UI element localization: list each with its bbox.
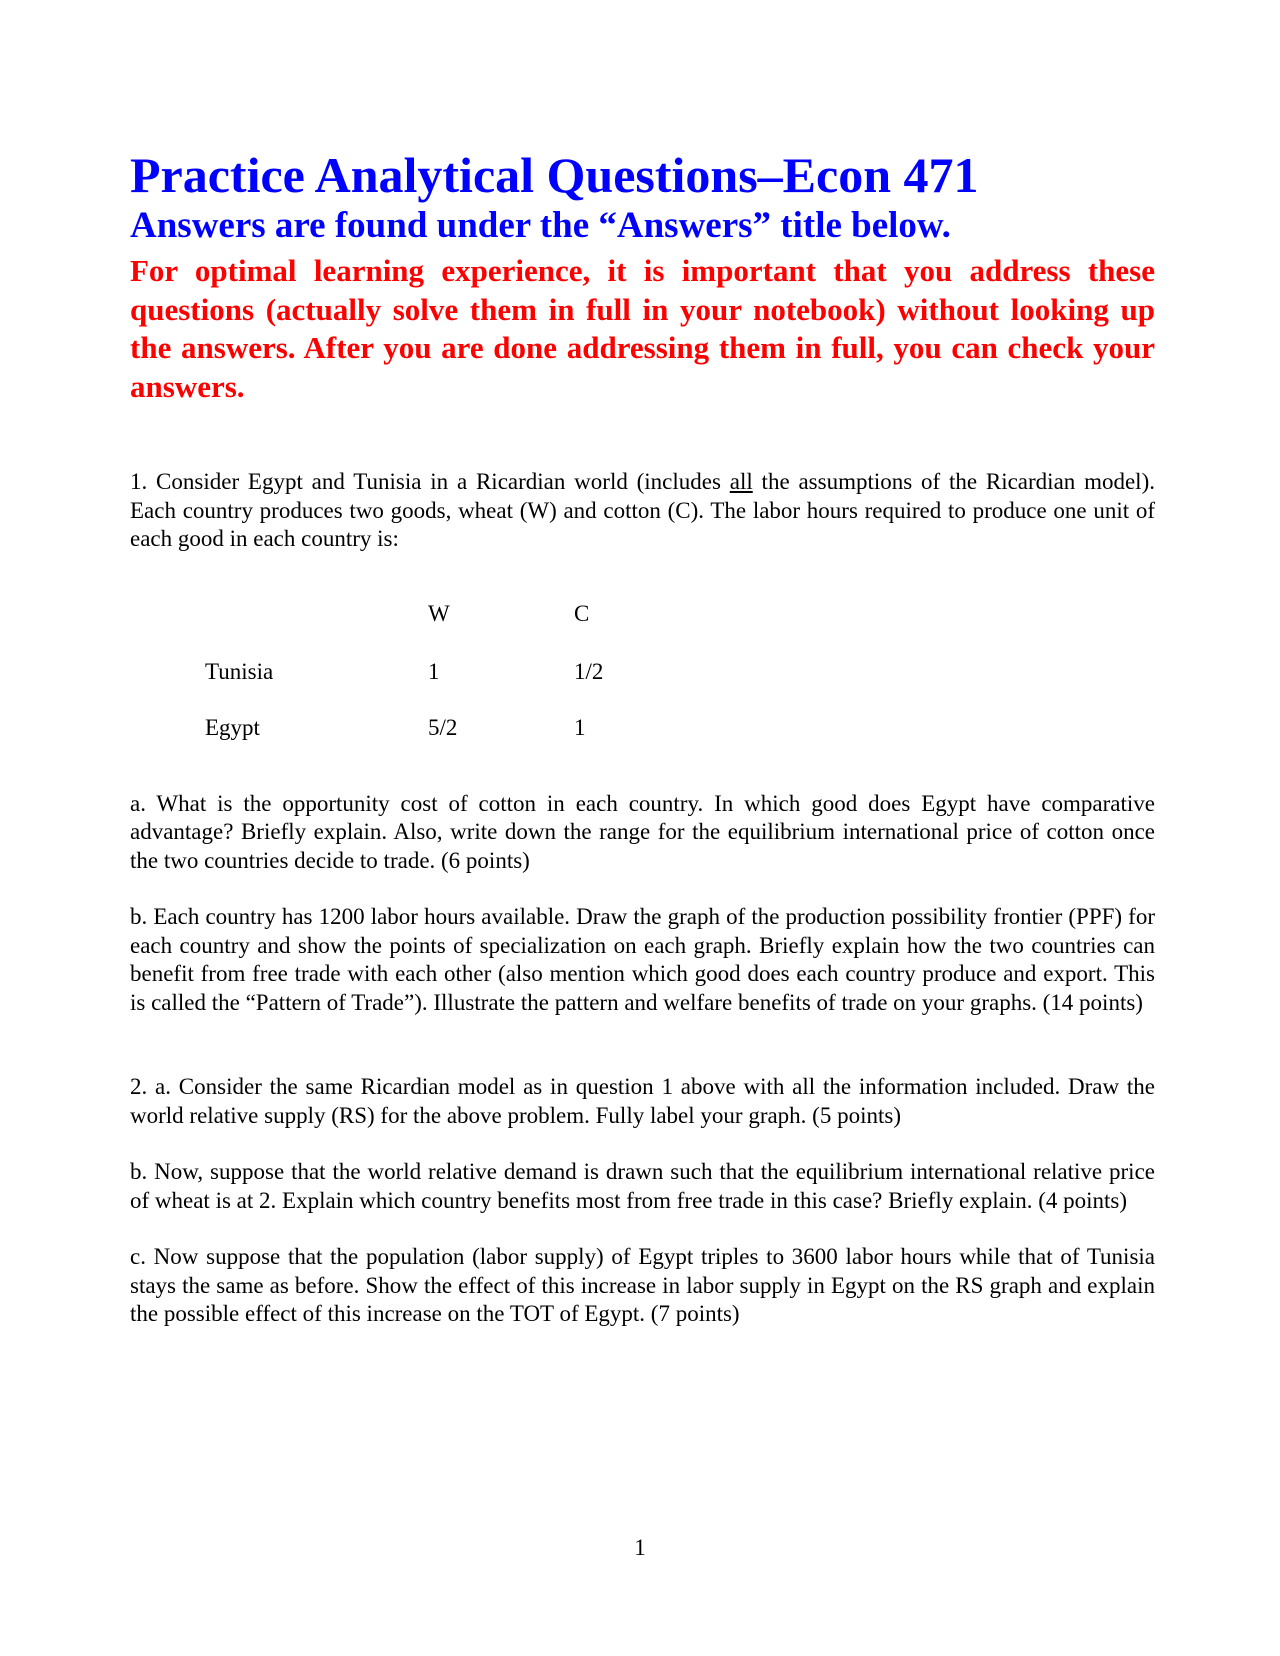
- page-content: [130, 146, 1155, 1329]
- page-title: Practice Analytical Questions–Econ 471: [130, 147, 979, 203]
- table-cell-tunisia-wheat: 1: [428, 658, 440, 684]
- question-2-part-c: c. Now suppose that the population (labor supply) of Egypt triples to 3600 labor hours while that of Tunisia stays the same as before. Show the effect of this increase in labor supply in Egypt on the RS graph and explain the possible effect of this increase on the TOT of Egypt. (7 points): [130, 1244, 1155, 1326]
- question-1-part-a: a. What is the opportunity cost of cotton in each country. In which good does Egypt have comparative advantage? Briefly explain. Also, write down the range for the equilibrium international price of cotton once the two countries decide to trade. (6 points): [130, 790, 1155, 873]
- table-header-wheat: W: [428, 600, 450, 626]
- table-cell-tunisia-cotton: 1/2: [574, 658, 604, 684]
- table-header-cotton: C: [574, 600, 590, 626]
- page-subtitle: Answers are found under the “Answers” title below.: [130, 205, 951, 246]
- question-1-intro-end: the assumptions of the Ricardian model). Each country produces two goods, wheat (W) and cotton (C). The labor hours required to produce one unit of each good in each country is:: [130, 469, 1155, 551]
- question-1-intro-start: 1. Consider Egypt and Tunisia in a Ricardian world (includes: [130, 469, 730, 494]
- question-2-part-a: 2. a. Consider the same Ricardian model as in question 1 above with all the information included. Draw the world relative supply (RS) for the above problem. Fully label your graph. (5 points): [130, 1074, 1155, 1128]
- question-2-part-b: b. Now, suppose that the world relative demand is drawn such that the equilibrium international relative price of wheat is at 2. Explain which country benefits most from free trade in this case? Briefly explain. (4 points): [130, 1159, 1155, 1213]
- page-number: 1: [634, 1535, 646, 1560]
- learning-warning: For optimal learning experience, it is important that you address these questions (actually solve them in full in your notebook) without looking up the answers. After you are done addressing them in full, you can check your answers.: [130, 253, 1155, 404]
- table-row-label-tunisia: Tunisia: [205, 658, 274, 684]
- labor-hours-table: [130, 584, 1155, 782]
- question-1-part-b: b. Each country has 1200 labor hours available. Draw the graph of the production possibility frontier (PPF) for each country and show the points of specialization on each graph. Briefly explain how the two countries can benefit from free trade with each other (also mention which good does each country produce and export. This is called the “Pattern of Trade”). Illustrate the pattern and welfare benefits of trade on your graphs. (14 points): [130, 904, 1155, 1015]
- table-cell-egypt-wheat: 5/2: [428, 714, 458, 740]
- table-row-label-egypt: Egypt: [205, 714, 260, 740]
- question-1-intro: [130, 468, 1155, 554]
- underlined-word: all: [729, 469, 753, 494]
- table-cell-egypt-cotton: 1: [574, 714, 586, 740]
